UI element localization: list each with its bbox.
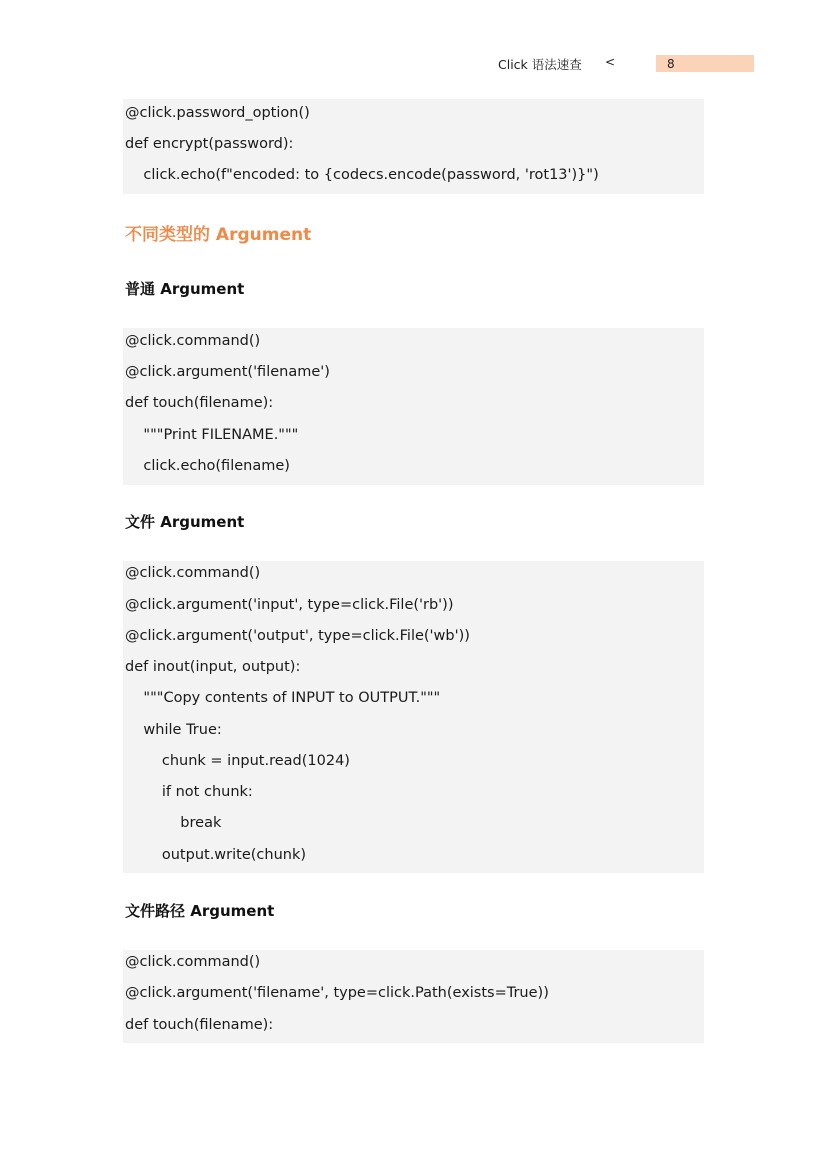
previous-page-arrow[interactable]: < bbox=[605, 55, 616, 69]
code-line: def touch(filename): bbox=[125, 1017, 274, 1033]
code-line: @click.command() bbox=[125, 565, 261, 581]
code-line: def encrypt(password): bbox=[125, 136, 294, 152]
page-header bbox=[0, 54, 827, 74]
code-line: def inout(input, output): bbox=[125, 659, 301, 675]
code-line: def touch(filename): bbox=[125, 395, 274, 411]
code-line: @click.argument('output', type=click.File('wb')) bbox=[125, 628, 470, 644]
code-line: click.echo(filename) bbox=[125, 458, 290, 474]
code-line: chunk = input.read(1024) bbox=[125, 753, 350, 769]
code-line: @click.password_option() bbox=[125, 105, 310, 121]
code-line: @click.command() bbox=[125, 333, 261, 349]
subheading-path-argument: 文件路径 Argument bbox=[125, 902, 275, 920]
code-line: if not chunk: bbox=[125, 784, 253, 800]
section-heading: 不同类型的 Argument bbox=[125, 225, 312, 245]
code-line: @click.argument('input', type=click.File('rb')) bbox=[125, 597, 454, 613]
code-line: while True: bbox=[125, 722, 222, 738]
code-line: """Copy contents of INPUT to OUTPUT.""" bbox=[125, 690, 441, 706]
code-block-plain-argument bbox=[123, 328, 704, 485]
code-block-password-option bbox=[123, 99, 704, 194]
code-line: break bbox=[125, 815, 222, 831]
code-line: click.echo(f"encoded: to {codecs.encode(password, 'rot13')}") bbox=[125, 167, 599, 183]
code-line: output.write(chunk) bbox=[125, 847, 307, 863]
code-line: """Print FILENAME.""" bbox=[125, 427, 299, 443]
code-line: @click.argument('filename') bbox=[125, 364, 330, 380]
page-number-badge bbox=[656, 55, 754, 72]
subheading-plain-argument: 普通 Argument bbox=[125, 280, 245, 298]
subheading-file-argument: 文件 Argument bbox=[125, 513, 245, 531]
code-line: @click.command() bbox=[125, 954, 261, 970]
code-block-file-argument bbox=[123, 561, 704, 873]
page-number: 8 bbox=[667, 57, 675, 71]
code-block-path-argument bbox=[123, 950, 704, 1043]
document-title: Click 语法速查 bbox=[498, 57, 582, 72]
code-line: @click.argument('filename', type=click.Path(exists=True)) bbox=[125, 985, 549, 1001]
